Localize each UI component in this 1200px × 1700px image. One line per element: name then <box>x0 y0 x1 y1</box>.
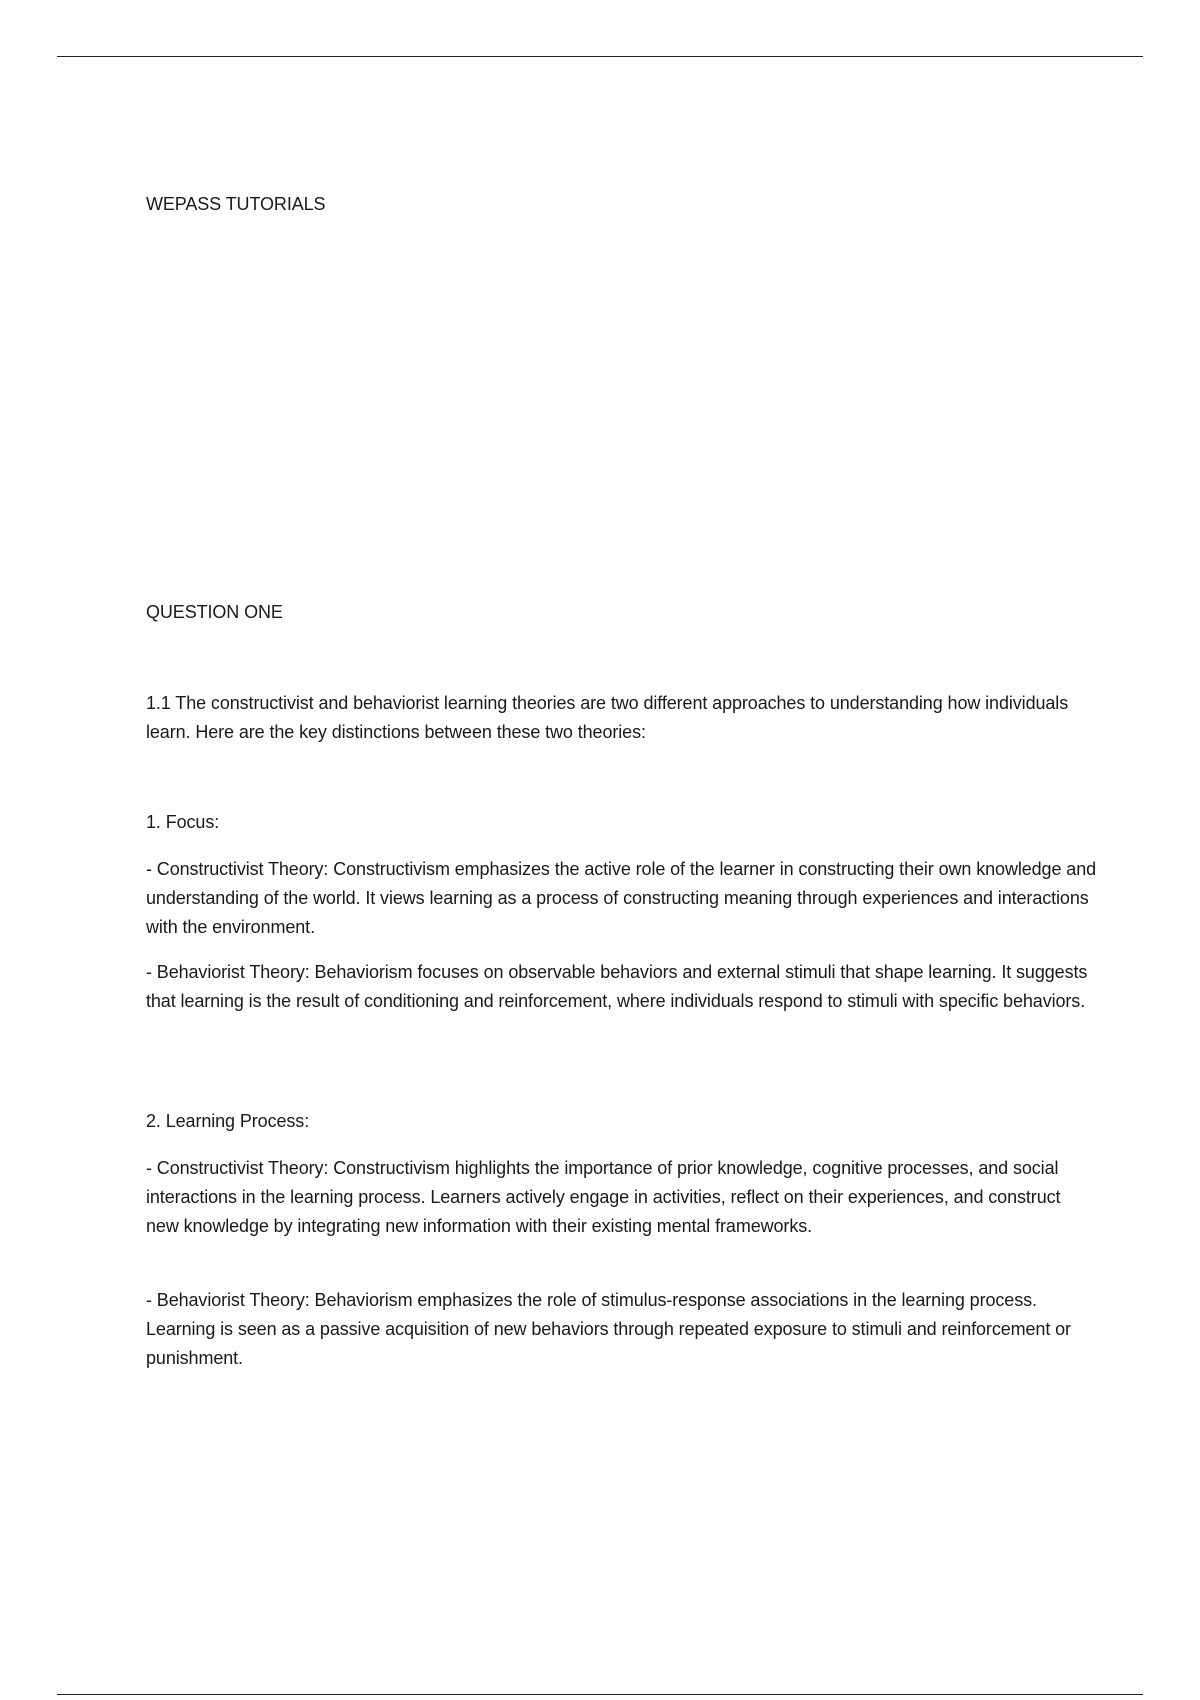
item-title-focus: 1. Focus: <box>146 812 220 832</box>
section-title: QUESTION ONE <box>146 602 283 622</box>
bottom-rule <box>57 1694 1143 1695</box>
top-rule <box>57 56 1143 57</box>
paragraph-behaviorist-focus: - Behaviorist Theory: Behaviorism focuses on observable behaviors and external stimuli that shape learning. It suggests that learning is the result of conditioning and reinforcement, where individuals respond to stimuli with specific behaviors. <box>146 962 1088 1011</box>
item-title-learning-process: 2. Learning Process: <box>146 1111 310 1131</box>
paragraph-behaviorist-learning-process: - Behaviorist Theory: Behaviorism emphasizes the role of stimulus-response associations in the learning process. Learning is seen as a passive acquisition of new behaviors through repeated exposure to stimuli and reinforcement or punishment. <box>146 1290 1071 1368</box>
intro-paragraph: 1.1 The constructivist and behaviorist learning theories are two different approaches to understanding how individuals learn. Here are the key distinctions between these two theories: <box>146 693 1069 742</box>
paragraph-constructivist-learning-process: - Constructivist Theory: Constructivism highlights the importance of prior knowledge, cognitive processes, and social interactions in the learning process. Learners actively engage in activities, reflect on their experiences, and construct new knowledge by integrating new information with their existing mental frameworks. <box>146 1158 1061 1236</box>
header-title: WEPASS TUTORIALS <box>146 194 326 214</box>
paragraph-constructivist-focus: - Constructivist Theory: Constructivism emphasizes the active role of the learner in constructing their own knowledge and understanding of the world. It views learning as a process of constructing meaning through experiences and interactions with the environment. <box>146 859 1097 937</box>
